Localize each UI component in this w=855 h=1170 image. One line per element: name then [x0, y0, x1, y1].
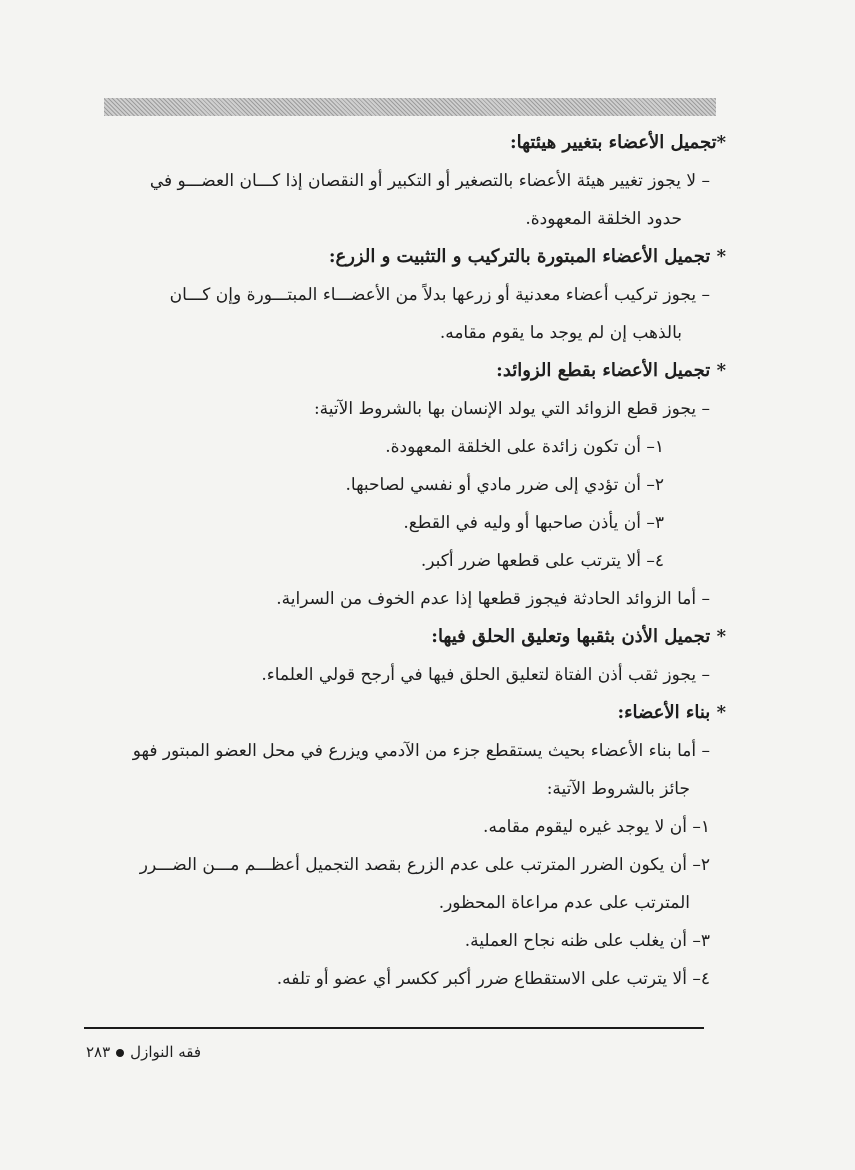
section-heading: * بناء الأعضاء: [617, 702, 726, 723]
list-item: ٤– ألا يترتب على الاستقطاع ضرر أكبر ككسر أي عضو أو تلفه. [276, 969, 710, 989]
paragraph-line: بالذهب إن لم يوجد ما يقوم مقامه. [439, 323, 682, 343]
list-item: ١– أن لا يوجد غيره ليقوم مقامه. [483, 817, 710, 837]
paragraph-line: – يجوز تركيب أعضاء معدنية أو زرعها بدلاً من الأعضـــاء المبتـــورة وإن كـــان [169, 285, 710, 305]
section-heading: *تجميل الأعضاء بتغيير هيئتها: [509, 132, 726, 153]
list-item: ٢– أن يكون الضرر المترتب على عدم الزرع بقصد التجميل أعظـــم مـــن الضـــرر [139, 855, 710, 875]
paragraph-line: جائز بالشروط الآتية: [546, 779, 690, 799]
paragraph-line: – يجوز ثقب أذن الفتاة لتعليق الحلق فيها في أرجح قولي العلماء. [261, 665, 710, 685]
page-footer [86, 1038, 201, 1066]
list-item: ٤– ألا يترتب على قطعها ضرر أكبر. [420, 551, 664, 571]
paragraph-line: حدود الخلقة المعهودة. [525, 209, 682, 229]
paragraph-line: – أما بناء الأعضاء بحيث يستقطع جزء من الآدمي ويزرع في محل العضو المبتور فهو [132, 741, 710, 761]
main-content [80, 124, 726, 998]
section-heading: * تجميل الأعضاء المبتورة بالتركيب و التثبيت و الزرع: [328, 246, 726, 267]
list-item: ٢– أن تؤدي إلى ضرر مادي أو نفسي لصاحبها. [345, 475, 664, 495]
bullet-icon [116, 1049, 124, 1057]
list-item: ٣– أن يأذن صاحبها أو وليه في القطع. [403, 513, 664, 533]
list-item: ١– أن تكون زائدة على الخلقة المعهودة. [385, 437, 664, 457]
section-heading: * تجميل الأذن بثقبها وتعليق الحلق فيها: [431, 626, 726, 647]
section-heading: * تجميل الأعضاء بقطع الزوائد: [496, 360, 726, 381]
list-item: ٣– أن يغلب على ظنه نجاح العملية. [464, 931, 710, 951]
page-number: ٢٨٣ [86, 1043, 111, 1061]
paragraph-line: – أما الزوائد الحادثة فيجوز قطعها إذا عدم الخوف من السراية. [276, 589, 710, 609]
header-band [104, 98, 716, 116]
paragraph-line: المترتب على عدم مراعاة المحظور. [438, 893, 690, 913]
book-title: فقه النوازل [130, 1043, 202, 1061]
paragraph-line: – لا يجوز تغيير هيئة الأعضاء بالتصغير أو التكبير أو النقصان إذا كـــان العضـــو في [149, 171, 710, 191]
footer-rule [84, 1027, 704, 1029]
paragraph-line: – يجوز قطع الزوائد التي يولد الإنسان بها بالشروط الآتية: [313, 399, 710, 419]
